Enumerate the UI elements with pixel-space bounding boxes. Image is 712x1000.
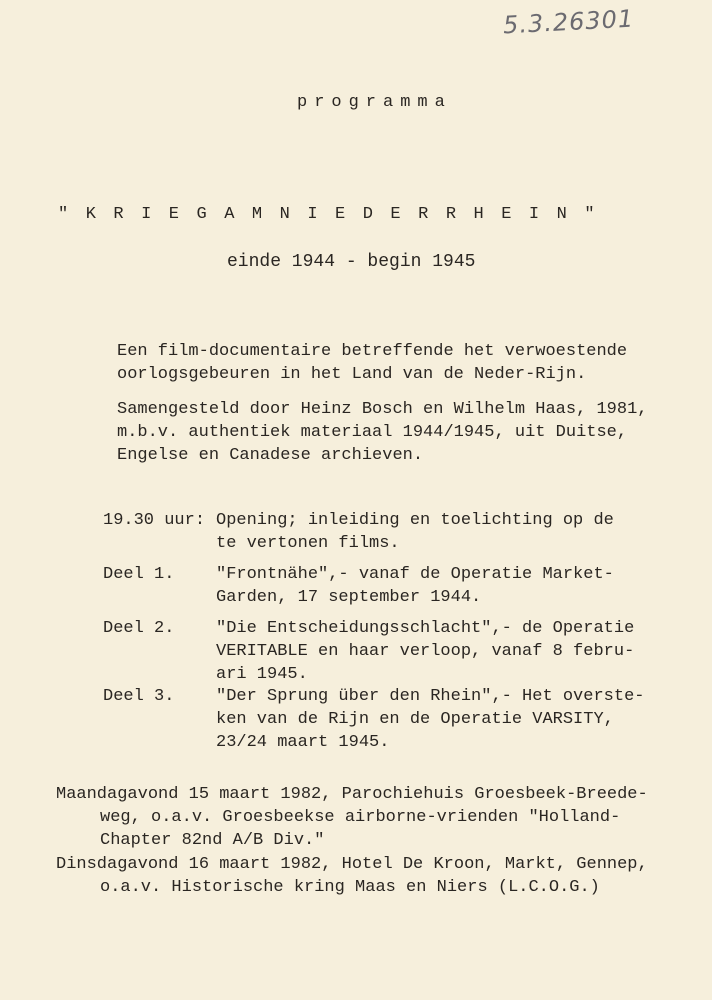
intro-line: Engelse en Canadese archieven. (117, 446, 424, 465)
screening-line: Maandagavond 15 maart 1982, Parochiehuis Groesbeek-Breede- (56, 785, 648, 804)
screening-line: weg, o.a.v. Groesbeekse airborne-vrienden "Holland- (100, 808, 621, 827)
schedule-text: VERITABLE en haar verloop, vanaf 8 febru- (216, 642, 635, 661)
schedule-text: ken van de Rijn en de Operatie VARSITY, (216, 710, 614, 729)
screening-line: o.a.v. Historische kring Maas en Niers (L.C.O.G.) (100, 878, 600, 897)
schedule-text: Garden, 17 september 1944. (216, 588, 482, 607)
schedule-label: Deel 2. (103, 619, 175, 638)
schedule-text: "Der Sprung über den Rhein",- Het overste- (216, 687, 645, 706)
heading: programma (297, 93, 452, 112)
film-title: "KRIEGAMNIEDERRHEIN" (58, 205, 613, 224)
schedule-text: Opening; inleiding en toelichting op de (216, 511, 614, 530)
intro-line: Samengesteld door Heinz Bosch en Wilhelm Haas, 1981, (117, 400, 648, 419)
screening-line: Chapter 82nd A/B Div." (100, 831, 325, 850)
schedule-text: 23/24 maart 1945. (216, 733, 390, 752)
intro-line: m.b.v. authentiek materiaal 1944/1945, uit Duitse, (117, 423, 628, 442)
intro-line: Een film-documentaire betreffende het verwoestende (117, 342, 628, 361)
schedule-label: 19.30 uur: (103, 511, 206, 530)
schedule-text: te vertonen films. (216, 534, 400, 553)
schedule-label: Deel 1. (103, 565, 175, 584)
subtitle: einde 1944 - begin 1945 (227, 252, 476, 272)
screening-line: Dinsdagavond 16 maart 1982, Hotel De Kroon, Markt, Gennep, (56, 855, 648, 874)
schedule-text: ari 1945. (216, 665, 308, 684)
archive-number-handwritten: 5.3.26301 (502, 4, 635, 40)
schedule-label: Deel 3. (103, 687, 175, 706)
intro-line: oorlogsgebeuren in het Land van de Neder-Rijn. (117, 365, 587, 384)
schedule-text: "Die Entscheidungsschlacht",- de Operatie (216, 619, 635, 638)
schedule-text: "Frontnähe",- vanaf de Operatie Market- (216, 565, 614, 584)
